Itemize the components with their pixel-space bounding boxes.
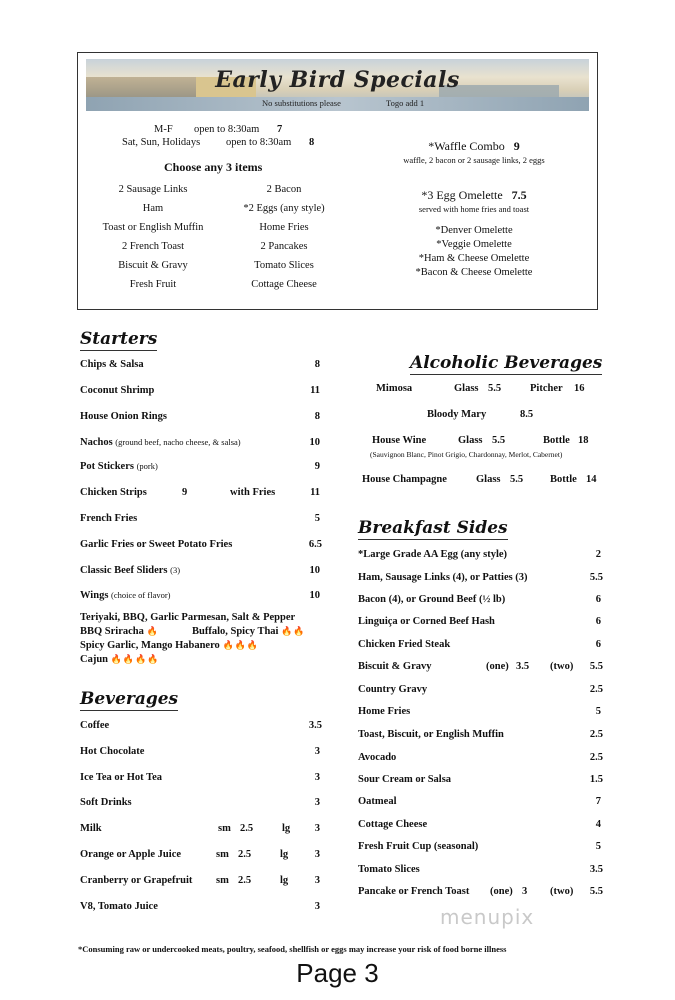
bloody-mary-name: Bloody Mary [427,409,487,420]
list-item: Toast or English Muffin [102,222,204,233]
menu-item-price: 5.5 [589,661,603,672]
hours-row: Sat, Sun, Holidays [122,137,201,148]
food-safety-disclaimer: *Consuming raw or undercooked meats, poultry, seafood, shellfish or eggs may increase your risk of food borne illness [78,944,507,954]
menupix-watermark: menupix [440,905,535,929]
menu-item-price: 7 [595,796,601,807]
menu-item-name: Pancake or French Toast [358,886,470,897]
wing-flavors: Buffalo, Spicy Thai 🔥🔥 [192,626,306,637]
menu-item-price: 5 [314,513,320,524]
glass-price: 5.5 [510,474,524,485]
early-bird-title: Early Bird Specials [215,67,460,93]
wine-varieties: (Sauvignon Blanc, Pinot Grigio, Chardonnay, Merlot, Cabernet) [370,450,563,459]
menu-item-name: Orange or Apple Juice [80,849,182,860]
menu-item-price: 3 [314,823,320,834]
pitcher-label: Pitcher [530,383,563,394]
menu-item-price: 3 [314,901,320,912]
list-item: Ham [142,203,164,214]
menu-item-price: 1.5 [589,774,603,785]
menu-item-name: Coffee [80,720,110,731]
size-lg-label: lg [280,849,289,860]
menu-item-name: Soft Drinks [80,797,132,808]
glass-price: 5.5 [488,383,502,394]
menu-item-price: 3 [314,849,320,860]
two-label: (two) [550,661,574,672]
togo-note: Togo add 1 [386,98,425,108]
list-item: *2 Eggs (any style) [243,203,325,214]
menu-item-name: Pot Stickers (pork) [80,461,158,472]
menu-item-price: 2.5 [589,684,603,695]
page-number: Page 3 [296,958,379,988]
menu-item-price: 3.5 [589,864,603,875]
menu-item-name: Wings (choice of flavor) [80,590,171,601]
list-item: Biscuit & Gravy [118,260,188,271]
menu-item-name: Home Fries [358,706,411,717]
menu-item-price: 5 [595,706,601,717]
wing-flavors: BBQ Sriracha 🔥 [80,626,159,637]
breakfast-sides-heading: Breakfast Sides [358,518,508,538]
list-item: 2 Pancakes [260,241,308,252]
size-sm-label: sm [216,849,229,860]
menu-item-name: Chicken Strips [80,487,147,498]
menu-item-price: 3 [314,797,320,808]
early-bird-box [77,52,598,310]
menu-item-price: 3 [314,772,320,783]
menu-item-price: 2 [595,549,601,560]
list-item: Fresh Fruit [129,279,177,290]
pitcher-price: 16 [574,383,585,394]
early-bird-banner [86,59,589,111]
size-sm-price: 2.5 [238,849,252,860]
menu-item-price: 6 [595,639,601,650]
menu-item-name: Sour Cream or Salsa [358,774,452,785]
size-sm-price: 2.5 [240,823,254,834]
menu-item-name: Coconut Shrimp [80,385,155,396]
menu-item-price: 2.5 [589,752,603,763]
waffle-desc: waffle, 2 bacon or 2 sausage links, 2 eggs [403,155,545,165]
menu-item-price: 2.5 [589,729,603,740]
menu-item-price: 8 [314,359,320,370]
menu-item-price: 10 [309,590,320,601]
menu-item-name: Nachos (ground beef, nacho cheese, & salsa) [80,437,241,448]
menu-item-price: 11 [310,385,320,396]
menu-item-name: House Onion Rings [80,411,167,422]
bottle-price: 18 [578,435,589,446]
menu-item-price: 5.5 [589,886,603,897]
one-label: (one) [486,661,509,672]
menu-item-name: Biscuit & Gravy [358,661,432,672]
glass-label: Glass [454,383,479,394]
menu-item-name: Classic Beef Sliders (3) [80,565,181,576]
menu-item-price: 5 [595,841,601,852]
menu-item-price: 6 [595,616,601,627]
menu-item-price: 6 [595,594,601,605]
list-item: Cottage Cheese [251,279,317,290]
flame-icon: 🔥🔥 [281,626,306,636]
menu-item-name: French Fries [80,513,138,524]
menu-item-price: 3 [314,746,320,757]
choose-label: Choose any 3 items [164,160,263,174]
menu-item-price: 11 [310,487,320,498]
menu-item-name: Garlic Fries or Sweet Potato Fries [80,539,233,550]
wing-flavors: Cajun 🔥🔥🔥🔥 [80,654,160,665]
list-item: Home Fries [259,222,309,233]
size-sm-price: 2.5 [238,875,252,886]
list-item: 2 Sausage Links [118,184,188,195]
bottle-label: Bottle [543,435,570,446]
omelette-option: *Denver Omelette [435,225,513,236]
bloody-mary-price: 8.5 [520,409,534,420]
list-item: Tomato Slices [254,260,314,271]
menu-item-name: Tomato Slices [358,864,420,875]
omelette-option: *Veggie Omelette [436,239,512,250]
hours-time: open to 8:30am [194,124,260,135]
size-lg-label: lg [282,823,291,834]
menu-item-name: Linguiça or Corned Beef Hash [358,616,495,627]
one-price: 3.5 [516,661,530,672]
alcoholic-heading: Alcoholic Beverages [410,353,603,373]
one-label: (one) [490,886,513,897]
menu-item-name: Ice Tea or Hot Tea [80,772,163,783]
menu-item-price: 4 [595,819,601,830]
hours-row: M-F [154,124,173,135]
size-sm-label: sm [216,875,229,886]
hours-time: open to 8:30am [226,137,292,148]
menu-item-name: Milk [80,823,102,834]
mimosa-name: Mimosa [376,383,413,394]
wing-flavors: Spicy Garlic, Mango Habanero 🔥🔥🔥 [80,640,260,651]
menu-item-price: 6.5 [308,539,322,550]
flame-icon: 🔥 [146,626,159,636]
size-sm-label: sm [218,823,231,834]
no-substitutions-note: No substitutions please [262,98,341,108]
menu-item-price: 9 [314,461,320,472]
beverages-heading: Beverages [80,689,179,709]
flame-icon: 🔥🔥🔥🔥 [110,654,160,664]
glass-price: 5.5 [492,435,506,446]
menu-item-name: Hot Chocolate [80,746,145,757]
list-item: 2 Bacon [266,184,302,195]
menu-item-name: Bacon (4), or Ground Beef (½ lb) [358,594,506,605]
one-price: 3 [522,886,528,897]
bottle-label: Bottle [550,474,577,485]
hours-price: 7 [277,124,283,135]
menu-item-name: Chips & Salsa [80,359,144,370]
menu-item-price: 8 [314,411,320,422]
menu-item-price: 3.5 [308,720,322,731]
size-lg-label: lg [280,875,289,886]
omelette-option: *Ham & Cheese Omelette [418,253,530,264]
flame-icon: 🔥🔥🔥 [222,640,260,650]
menu-item-name: Country Gravy [358,684,428,695]
glass-label: Glass [458,435,483,446]
menu-item-name: Oatmeal [358,796,397,807]
menu-item-price: 10 [309,565,320,576]
omelette-special: *3 Egg Omelette 7.5 [421,188,527,202]
with-fries-label: with Fries [230,487,276,498]
menu-item-name: Ham, Sausage Links (4), or Patties (3) [358,572,528,583]
menu-item-name: V8, Tomato Juice [80,901,158,912]
champagne-name: House Champagne [362,474,447,485]
omelette-option: *Bacon & Cheese Omelette [415,267,533,278]
menu-item-name: Cottage Cheese [358,819,428,830]
list-item: 2 French Toast [121,241,185,252]
menu-item-name: Chicken Fried Steak [358,639,451,650]
chicken-strips-price: 9 [182,487,188,498]
glass-label: Glass [476,474,501,485]
menu-item-name: Fresh Fruit Cup (seasonal) [358,841,479,852]
house-wine-name: House Wine [372,435,427,446]
menu-item-name: Cranberry or Grapefruit [80,875,193,886]
menu-item-name: Avocado [358,752,397,763]
two-label: (two) [550,886,574,897]
menu-item-price: 3 [314,875,320,886]
wing-flavors: Teriyaki, BBQ, Garlic Parmesan, Salt & Pepper [80,612,296,623]
menu-item-price: 5.5 [589,572,603,583]
omelette-desc: served with home fries and toast [418,204,530,214]
starters-heading: Starters [80,329,158,349]
bottle-price: 14 [586,474,597,485]
waffle-combo: *Waffle Combo 9 [428,139,520,153]
menu-item-name: *Large Grade AA Egg (any style) [358,549,508,560]
menu-item-name: Toast, Biscuit, or English Muffin [358,729,504,740]
hours-price: 8 [309,137,315,148]
menu-item-price: 10 [309,437,320,448]
